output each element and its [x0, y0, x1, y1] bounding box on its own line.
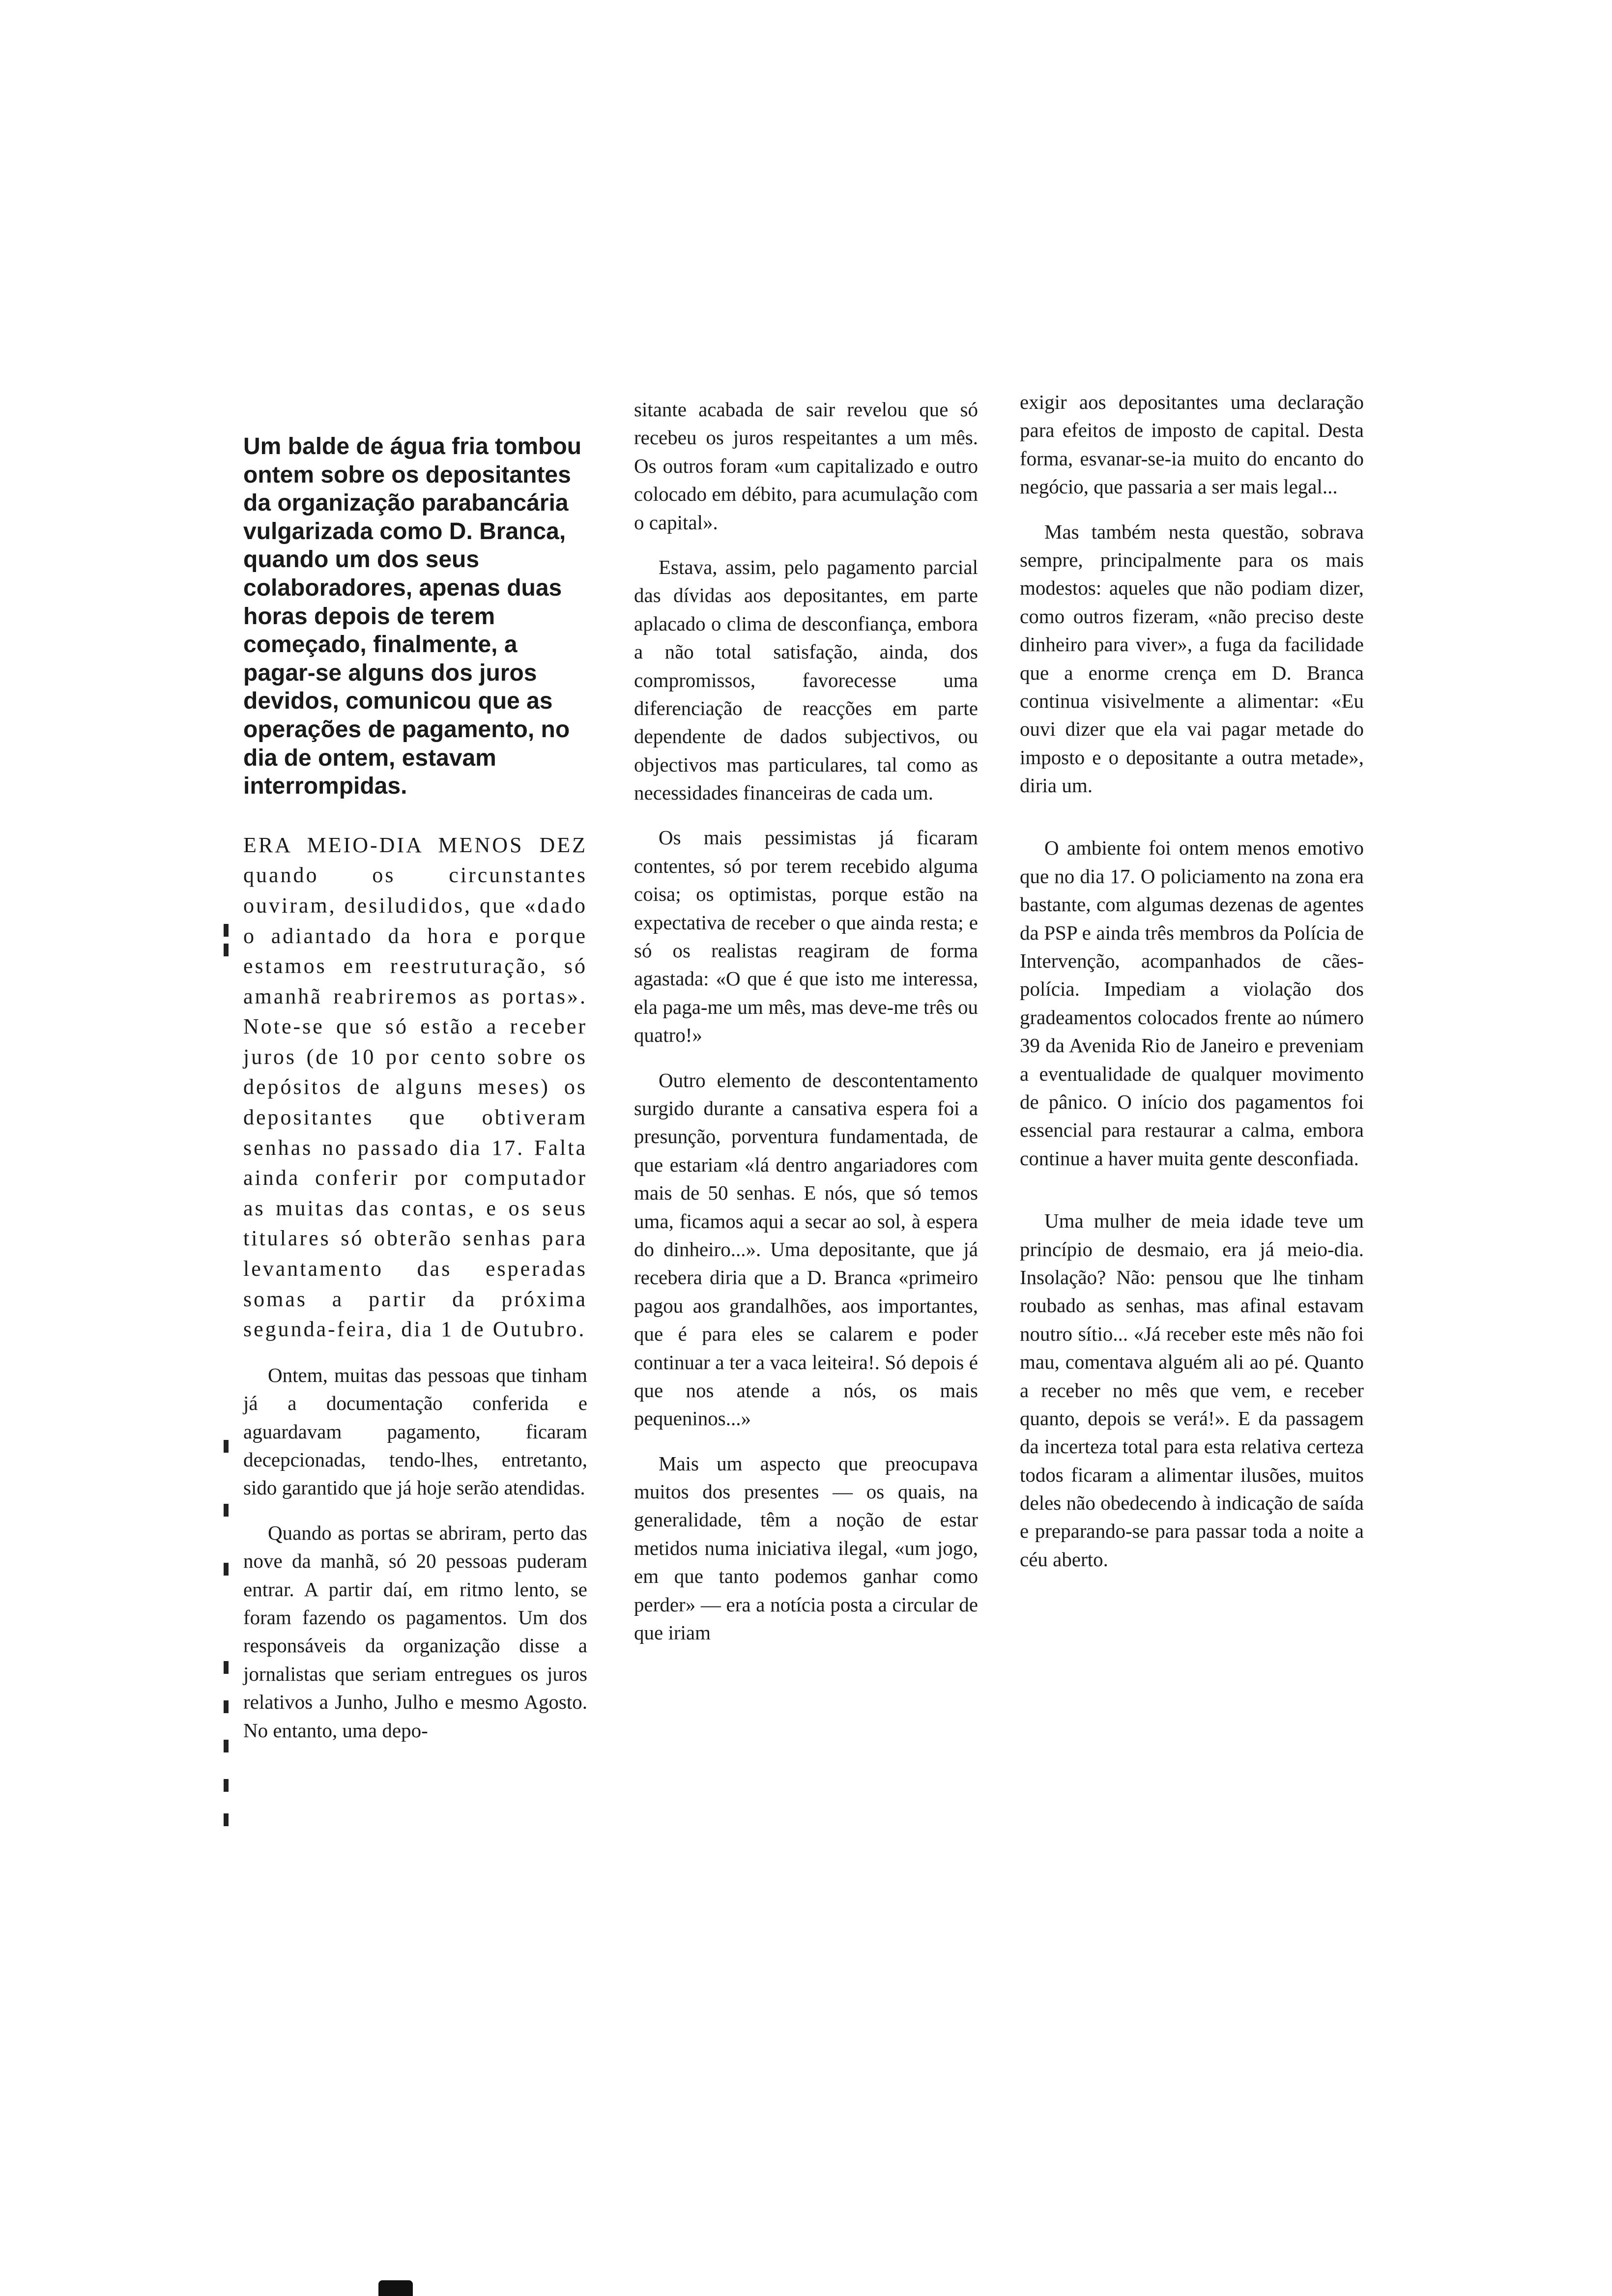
column-1 [243, 432, 587, 1761]
column-2 [634, 396, 978, 1664]
column-1-paragraph-2: Ontem, muitas das pessoas que tinham já a documentação conferida e aguardavam pagamento, ficaram decepcionadas, tendo-lhes, entretanto, sido garantido que já hoje serão atendidas. [243, 1363, 587, 1499]
column-2-paragraph-5: Mais um aspecto que preocupava muitos dos presentes — os quais, na generalidade, têm a noção de estar metidos numa iniciativa ilegal, «um jogo, em que tanto podemos ganhar como perder» — era a notícia posta a circular de que iriam [634, 1452, 978, 1644]
column-2-paragraph-2: Estava, assim, pelo pagamento parcial das dívidas aos depositantes, em parte aplacado o clima de desconfiança, embora a não total satisfação, ainda, dos compromissos, favorecesse uma diferenciação de reacções em parte dependente de dados subjectivos, ou objectivos mas particulares, tal como as necessidades financeiras de cada um. [634, 555, 978, 804]
scan-ink-blot [378, 2280, 413, 2296]
column-3-paragraph-4: Uma mulher de meia idade teve um princípio de desmaio, era já meio-dia. Insolação? Não: pensou que lhe tinham roubado as senhas, mas afinal estavam noutro sítio... «Já receber este mês não foi mau, comentava alguém ali ao pé. Quanto a receber no mês que vem, e receber quanto, depois se verá!». E da passagem da incerteza total para esta relativa certeza todos ficaram a alimentar ilusões, muitos deles não obedecendo à indicação de saída e preparando-se para passar toda a noite a céu aberto. [1020, 1209, 1364, 1571]
column-2-paragraph-4: Outro elemento de descontentamento surgido durante a cansativa espera foi a presunção, porventura fundamentada, de que estariam «lá dentro angariadores com mais de 50 senhas. E nós, que só temos uma, ficamos aqui a secar ao sol, à espera do dinheiro...». Uma depositante, que já recebera diria que a D. Branca «primeiro pagou aos grandalhões, aos importantes, que é para eles se calarem e poder continuar a ter a vaca leiteira!. Só depois é que nos atende a nós, os mais pequeninos...» [634, 1068, 978, 1430]
column-3 [1020, 388, 1364, 1590]
column-2-paragraph-1: sitante acabada de sair revelou que só recebeu os juros respeitantes a um mês. Os outros foram «um capitalizado e outro colocado em débito, para acumulação com o capital». [634, 398, 978, 534]
scan-margin-marks [224, 924, 233, 1833]
column-1-paragraph-1: ERA MEIO-DIA MENOS DEZ quando os circunstantes ouviram, desiludidos, que «dado o adiantado da hora e porque estamos em reestruturação, só amanhã reabriremos as portas». Note-se que só estão a receber juros (de 10 por cento sobre os depósitos de alguns meses) os depositantes que obtiveram senhas no passado dia 17. Falta ainda conferir por computador as muitas das contas, e os seus titulares só obterão senhas para levantamento das esperadas somas a partir da próxima segunda-feira, dia 1 de Outubro. [243, 832, 587, 1342]
column-2-paragraph-3: Os mais pessimistas já ficaram contentes, só por terem recebido alguma coisa; os optimistas, porque estão na expectativa de receber o que ainda resta; e só os realistas reagiram de forma agastada: «O que é que isto me interessa, ela paga-me um mês, mas deve-me três ou quatro!» [634, 826, 978, 1047]
lead-paragraph: Um balde de água fria tombou ontem sobre os depositantes da organização parabancária vulgarizada como D. Branca, quando um dos seus colaboradores, apenas duas horas depois de terem começado, finalmente, a pagar-se alguns dos juros devidos, comunicou que as operações de pagamento, no dia de ontem, estavam interrompidas. [243, 433, 582, 800]
column-3-paragraph-3: O ambiente foi ontem menos emotivo que no dia 17. O policiamento na zona era bastante, com algumas dezenas de agentes da PSP e ainda três membros da Polícia de Intervenção, acompanhados de cães-polícia. Impediam a violação dos gradeamentos colocados frente ao número 39 da Avenida Rio de Janeiro e preveniam a eventualidade de qualquer movimento de pânico. O início dos pagamentos foi essencial para restaurar a calma, embora continue a haver muita gente desconfiada. [1020, 836, 1364, 1170]
column-3-paragraph-1: exigir aos depositantes uma declaração para efeitos de imposto de capital. Desta forma, esvanar-se-ia muito do encanto do negócio, que passaria a ser mais legal... [1020, 391, 1364, 498]
column-1-paragraph-3: Quando as portas se abriram, perto das nove da manhã, só 20 pessoas puderam entrar. A partir daí, em ritmo lento, se foram fazendo os pagamentos. Um dos responsáveis da organização disse a jornalistas que seriam entregues os juros relativos a Junho, Julho e mesmo Agosto. No entanto, uma depo- [243, 1521, 587, 1742]
column-3-paragraph-2: Mas também nesta questão, sobrava sempre, principalmente para os mais modestos: aqueles que não podiam dizer, como outros fizeram, «não preciso deste dinheiro para viver», a fuga da facilidade que a enorme crença em D. Branca continua visivelmente a alimentar: «Eu ouvi dizer que ela vai pagar metade do imposto e o depositante a outra metade», diria um. [1020, 520, 1364, 797]
